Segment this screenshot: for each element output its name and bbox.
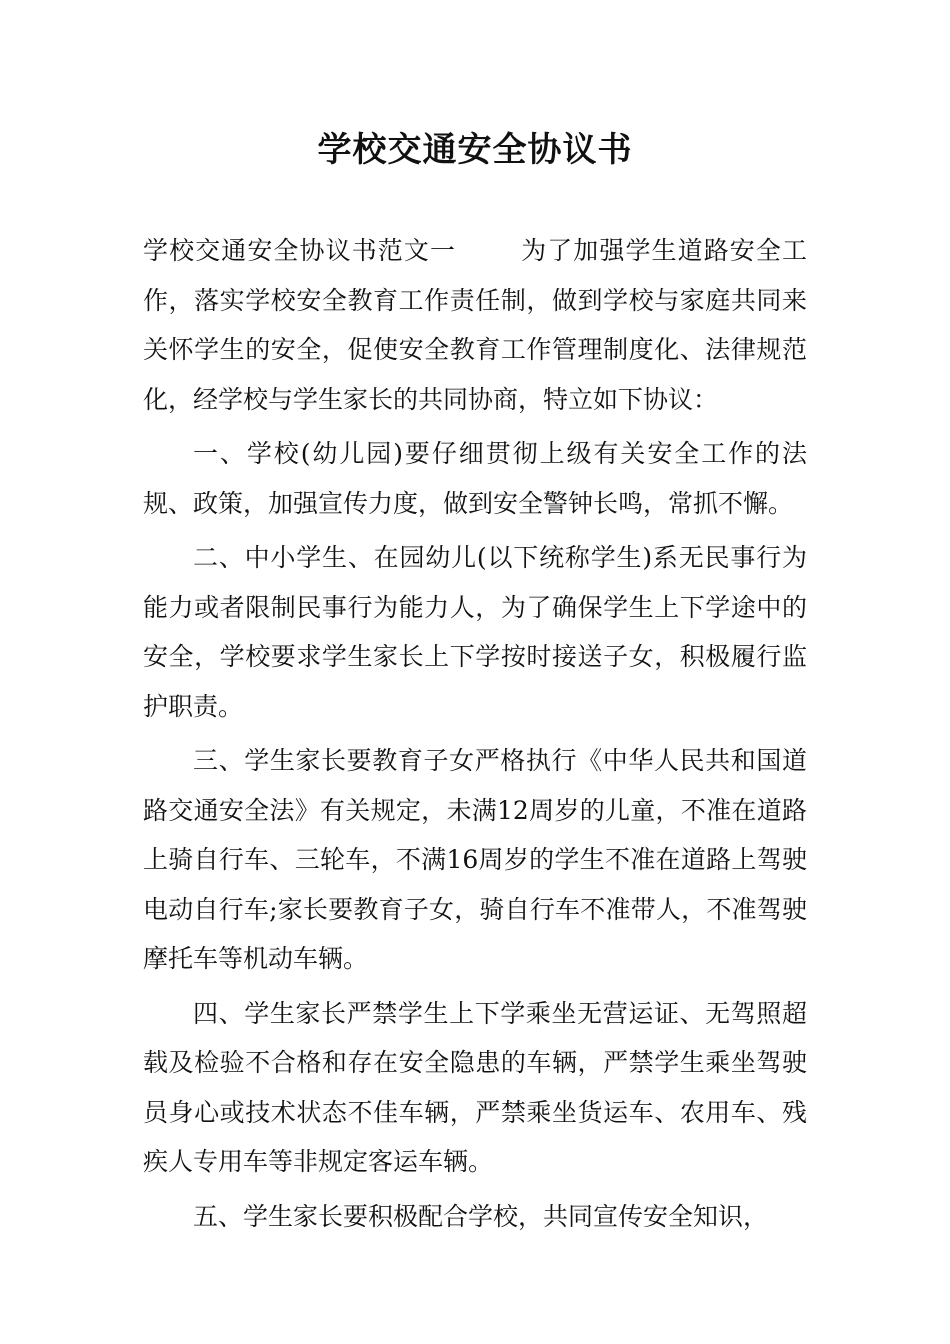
paragraph-3: 三、学生家长要教育子女严格执行《中华人民共和国道路交通安全法》有关规定，未满12周岁的儿童，不准在道路上骑自行车、三轮车，不满16周岁的学生不准在道路上驾驶电动自行车;家长要教育子女，骑自行车不准带人，不准驾驶摩托车等机动车辆。 [143,746,807,973]
intro-heading: 学校交通安全协议书范文一 [143,236,457,265]
intro-paragraph [143,226,807,424]
paragraph-1: 一、学校(幼儿园)要仔细贯彻上级有关安全工作的法规、政策，加强宣传力度，做到安全警钟长鸣，常抓不懈。 [143,439,807,518]
document-body [143,226,807,1246]
document-title: 学校交通安全协议书 [317,130,633,170]
paragraph-4: 四、学生家长严禁学生上下学乘坐无营运证、无驾照超载及检验不合格和存在安全隐患的车辆，严禁学生乘坐驾驶员身心或技术状态不佳车辆，严禁乘坐货运车、农用车、残疾人专用车等非规定客运车辆。 [143,998,807,1176]
paragraph-2: 二、中小学生、在园幼儿(以下统称学生)系无民事行为能力或者限制民事行为能力人，为了确保学生上下学途中的安全，学校要求学生家长上下学按时接送子女，积极履行监护职责。 [143,543,807,721]
paragraph-5: 五、学生家长要积极配合学校，共同宣传安全知识， [193,1201,769,1231]
intro-text: 为了加强学生道路安全工作，落实学校安全教育工作责任制，做到学校与家庭共同来关怀学生的安全，促使安全教育工作管理制度化、法律规范化，经学校与学生家长的共同协商，特立如下协议： [143,236,807,414]
